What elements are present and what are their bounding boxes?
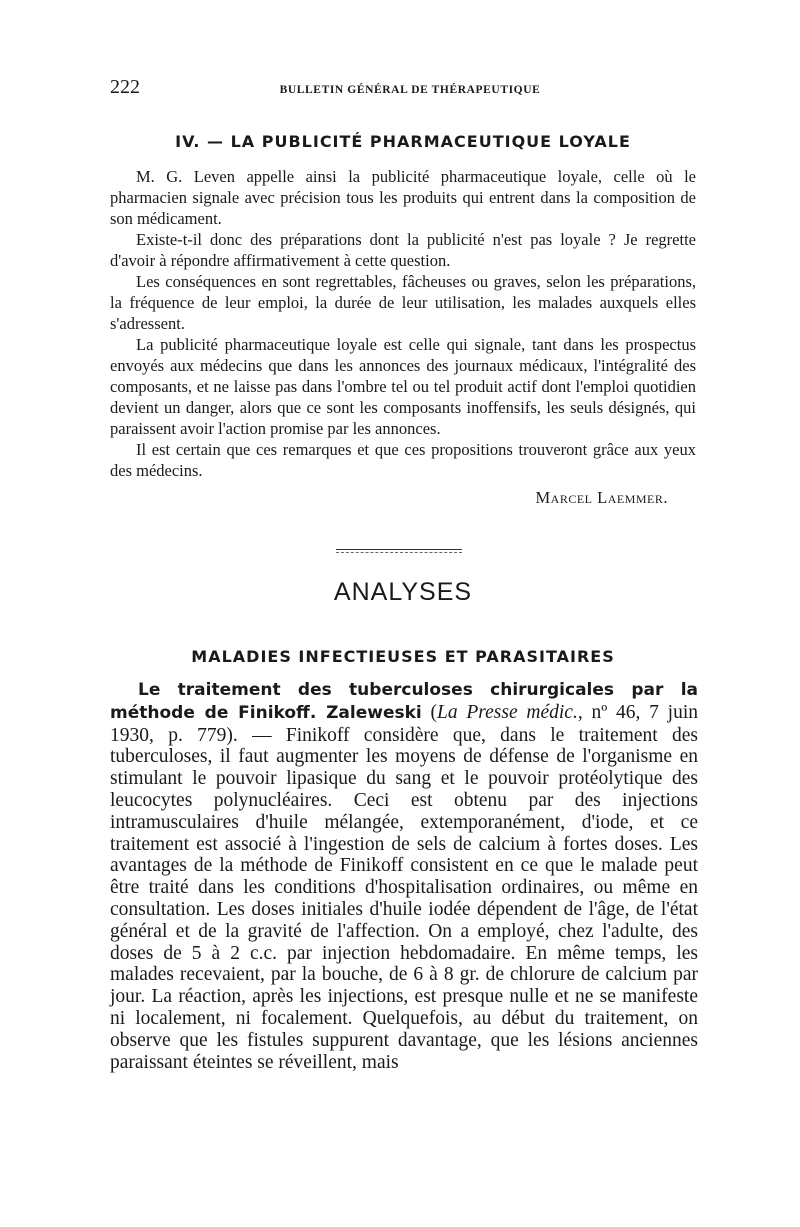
category-heading: MALADIES INFECTIEUSES ET PARASITAIRES bbox=[191, 647, 615, 666]
paragraph: Existe-t-il donc des préparations dont la publicité n'est pas loyale ? Je regrette d'avoir à répondre affirmativement à cette question. bbox=[110, 230, 696, 270]
divider-rule bbox=[336, 549, 462, 550]
article-title: Le traitement des tuberculoses chirurgicales par la méthode de Finikoff. Zaleweski bbox=[110, 680, 698, 723]
article-body: Finikoff considère que, dans le traitement des tuberculoses, il faut augmenter les moyens de défense de l'organisme en stimulant le pouvoir lipasique du sang et le pouvoir protéolytique des leucocytes polynucléaires. Ceci est obtenu par des injections intramusculaires d'huile mélangée, extemporanément, d'iode, et ce traitement est associé à l'ingestion de sels de calcium à fortes doses. Les avantages de la méthode de Finikoff consistent en ce que le malade peut être traité dans les conditions d'hospitalisation ordinaires, ou même en consultation. Les doses initiales d'huile iodée dépendent de l'âge, de l'état général et de la gravité de l'affection. On a employé, chez l'adulte, des doses de 5 à 2 c.c. par injection hebdomadaire. En même temps, les malades recevaient, par la bouche, de 6 à 8 gr. de chlorure de calcium par jour. La réaction, après les injections, est presque nulle et ne se manifeste ni localement, ni focalement. Quelquefois, au début du traitement, on observe que les fistules suppurent davantage, que les lésions anciennes paraissant éteintes se réveillent, mais bbox=[110, 724, 698, 1073]
page-header bbox=[110, 76, 710, 100]
divider-rule-lower bbox=[336, 552, 462, 553]
article-citation: , nº 46, 7 juin 1930, p. 779). — bbox=[110, 701, 699, 746]
paragraph: Il est certain que ces remarques et que ces propositions trouveront grâce aux yeux des médecins. bbox=[110, 440, 696, 480]
section-heading: IV. — LA PUBLICITÉ PHARMACEUTIQUE LOYALE bbox=[175, 132, 631, 151]
paragraph: La publicité pharmaceutique loyale est celle qui signale, tant dans les prospectus envoyés aux médecins que dans les annonces des journaux médicaux, l'intégralité des composants, et ne laisse pas dans l'ombre tel ou tel produit actif dont l'emploi quotidien devient un danger, alors que ce sont les composants inoffensifs, les seuls désignés, qui paraissent avoir l'action promise par les annonces. bbox=[110, 335, 696, 438]
paragraph: Les conséquences en sont regrettables, fâcheuses ou graves, selon les préparations, la fréquence de leur emploi, la durée de leur utilisation, les malades auxquels elles s'adressent. bbox=[110, 272, 696, 333]
running-title: BULLETIN GÉNÉRAL DE THÉRAPEUTIQUE bbox=[279, 84, 541, 96]
signature: Marcel Laemmer. bbox=[535, 488, 668, 507]
article-paragraph: Le traitement des tuberculoses chirurgicales par la méthode de Finikoff. Zaleweski (La Presse médic., nº 46, 7 juin 1930, p. 779). — Finikoff considère que, dans le traitement des tuberculoses, il faut augmenter les moyens de défense de l'organisme en stimulant le pouvoir lipasique du sang et le pouvoir protéolytique des leucocytes polynucléaires. Ceci est obtenu par des injections intramusculaires d'huile mélangée, extemporanément, d'iode, et ce traitement est associé à l'ingestion de sels de calcium à fortes doses. Les avantages de la méthode de Finikoff consistent en ce que le malade peut être traité dans les conditions d'hospitalisation ordinaires, ou même en consultation. Les doses initiales d'huile iodée dépendent de l'âge, de l'état général et de la gravité de l'affection. On a employé, chez l'adulte, des doses de 5 à 2 c.c. par injection hebdomadaire. En même temps, les malades recevaient, par la bouche, de 6 à 8 gr. de chlorure de calcium par jour. La réaction, après les injections, est presque nulle et ne se manifeste ni localement, ni focalement. Quelquefois, au début du traitement, on observe que les fistules suppurent davantage, que les lésions anciennes paraissant éteintes se réveillent, mais bbox=[110, 680, 699, 1073]
page-number: 222 bbox=[110, 76, 140, 98]
article-journal: La Presse médic. bbox=[437, 701, 578, 723]
paragraph: M. G. Leven appelle ainsi la publicité pharmaceutique loyale, celle où le pharmacien signale avec précision tous les produits qui entrent dans la composition de son médicament. bbox=[110, 167, 696, 228]
analyses-title: ANALYSES bbox=[333, 578, 473, 606]
article bbox=[110, 679, 698, 1073]
section-body bbox=[110, 166, 696, 508]
